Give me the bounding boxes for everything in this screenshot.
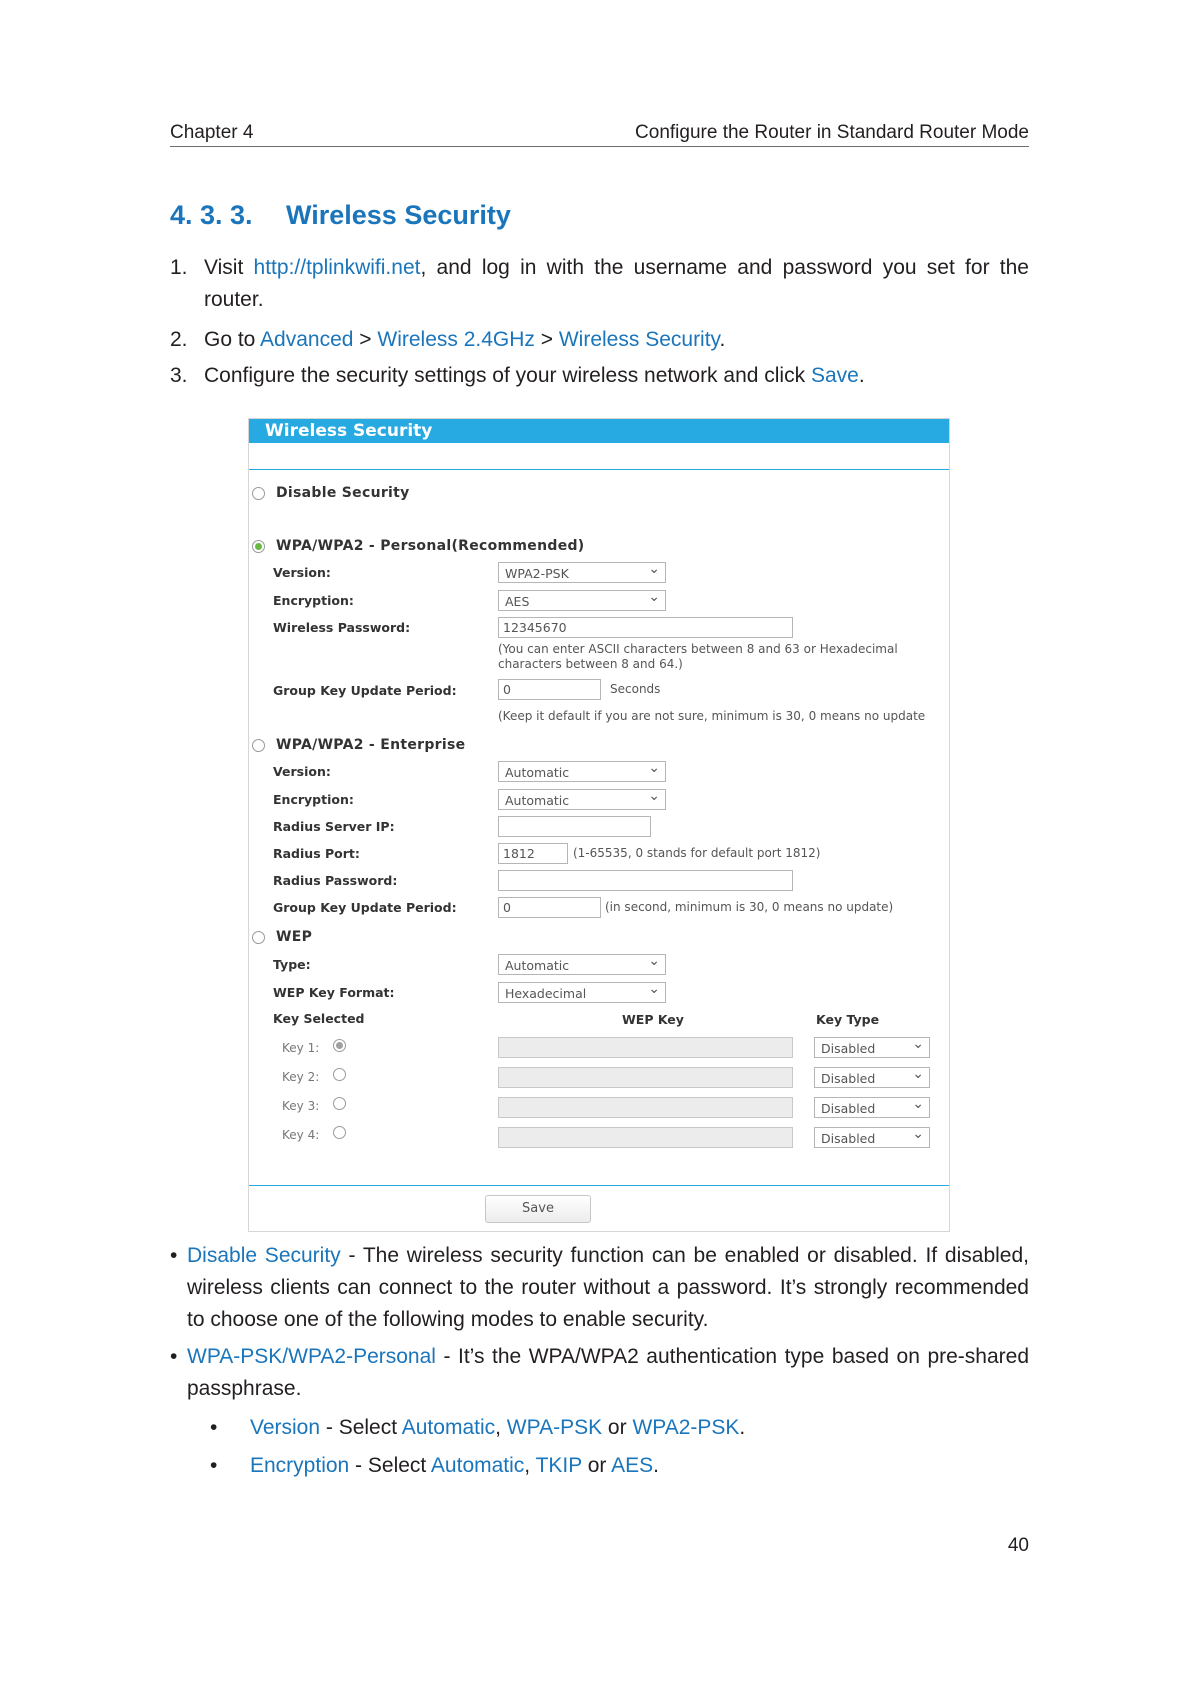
panel-title-bar: Wireless Security (249, 419, 949, 443)
radius-port-input[interactable]: 1812 (498, 843, 568, 864)
key-3-label: Key 3: (282, 1099, 320, 1113)
bullet-term: Disable Security (187, 1244, 341, 1267)
bullet-dot: • (210, 1454, 218, 1477)
key-4-label: Key 4: (282, 1128, 320, 1142)
subbullet-version (210, 1412, 1029, 1444)
group-key-label: Group Key Update Period: (273, 683, 457, 698)
path-separator: > (353, 328, 378, 351)
subbullet-text: , (495, 1416, 507, 1439)
subbullet-text: - Select (349, 1454, 431, 1477)
key-3-radio[interactable] (333, 1097, 346, 1110)
key-4-type-select[interactable]: Disabled ⌄ (814, 1127, 930, 1148)
key-1-type-select[interactable]: Disabled ⌄ (814, 1037, 930, 1058)
tplinkwifi-link[interactable]: http://tplinkwifi.net (253, 256, 421, 279)
key-2-radio[interactable] (333, 1068, 346, 1081)
subbullet-text: . (653, 1454, 659, 1477)
ent-encryption-label: Encryption: (273, 792, 354, 807)
encryption-select[interactable]: AES ⌄ (498, 590, 666, 611)
key-selected-header: Key Selected (273, 1011, 365, 1026)
step-text: . (719, 328, 726, 351)
subbullet-text: , (524, 1454, 536, 1477)
bullet-dot: • (210, 1416, 218, 1439)
panel-bottom-rule (249, 1185, 949, 1186)
section-heading (170, 200, 511, 231)
subbullet-encryption (210, 1450, 1029, 1482)
step-text: Go to (204, 328, 261, 351)
key-1-label: Key 1: (282, 1041, 320, 1055)
step-number: 3. (170, 364, 188, 387)
disable-security-radio[interactable] (252, 487, 265, 500)
key-2-input[interactable] (498, 1067, 793, 1088)
wep-type-select[interactable]: Automatic ⌄ (498, 954, 666, 975)
encryption-label: Encryption: (273, 593, 354, 608)
step-text: Configure the security settings of your wireless network and click (204, 364, 811, 387)
key-4-radio[interactable] (333, 1126, 346, 1139)
bullet-wpa-personal (170, 1341, 1029, 1405)
ent-version-select[interactable]: Automatic ⌄ (498, 761, 666, 782)
wep-key-header: WEP Key (622, 1012, 684, 1027)
page-header (170, 120, 1029, 147)
seconds-unit: Seconds (610, 682, 661, 696)
wpa-enterprise-label: WPA/WPA2 - Enterprise (276, 737, 466, 753)
subbullet-text: . (739, 1416, 746, 1439)
key-type-header: Key Type (816, 1012, 880, 1027)
radius-port-label: Radius Port: (273, 846, 360, 861)
step-3 (170, 360, 1029, 392)
bullet-text: - It’s the WPA/WPA2 authentication type based on pre-shared passphrase. (187, 1345, 1029, 1400)
subbullet-term: Version (250, 1416, 321, 1439)
ent-version-label: Version: (273, 764, 331, 779)
save-button[interactable]: Save (485, 1195, 591, 1223)
key-1-radio[interactable] (333, 1039, 346, 1052)
ent-group-key-note: (in second, minimum is 30, 0 means no update) (605, 900, 894, 914)
wep-label: WEP (276, 929, 313, 945)
key-3-type-select[interactable]: Disabled ⌄ (814, 1097, 930, 1118)
radius-port-note: (1-65535, 0 stands for default port 1812) (573, 846, 821, 860)
subbullet-text: or (602, 1416, 633, 1439)
ent-encryption-select[interactable]: Automatic ⌄ (498, 789, 666, 810)
step-text: . (858, 364, 865, 387)
option-tkip: TKIP (535, 1454, 582, 1477)
key-3-input[interactable] (498, 1097, 793, 1118)
section-number: 4. 3. 3. (170, 200, 253, 230)
subbullet-text: - Select (320, 1416, 402, 1439)
disable-security-label: Disable Security (276, 485, 410, 501)
subbullet-text: or (581, 1454, 612, 1477)
subbullet-term: Encryption (250, 1454, 350, 1477)
advanced-link[interactable]: Advanced (260, 328, 354, 351)
chapter-label: Chapter 4 (170, 122, 254, 143)
key-2-type-select[interactable]: Disabled ⌄ (814, 1067, 930, 1088)
wpa-personal-radio[interactable] (252, 540, 265, 553)
password-note: (You can enter ASCII characters between 8 and 63 or Hexadecimal characters between 8 and 64.) (498, 642, 898, 671)
wpa-personal-label: WPA/WPA2 - Personal(Recommended) (276, 538, 585, 554)
path-separator: > (534, 328, 559, 351)
key-4-input[interactable] (498, 1127, 793, 1148)
group-key-input[interactable]: 0 (498, 679, 601, 700)
version-label: Version: (273, 565, 331, 580)
radius-ip-label: Radius Server IP: (273, 819, 395, 834)
radius-password-label: Radius Password: (273, 873, 398, 888)
wep-type-label: Type: (273, 957, 311, 972)
option-aes: AES (611, 1454, 654, 1477)
wireless-security-link[interactable]: Wireless Security (558, 328, 720, 351)
radius-ip-input[interactable] (498, 816, 651, 837)
save-link[interactable]: Save (810, 364, 859, 387)
wireless-password-input[interactable]: 12345670 (498, 617, 793, 638)
step-text: , and log in with the username and password you set for the router. (204, 256, 1029, 311)
step-number: 1. (170, 256, 188, 279)
ent-group-key-label: Group Key Update Period: (273, 900, 457, 915)
ent-group-key-input[interactable]: 0 (498, 897, 601, 918)
bullet-dot: • (170, 1244, 178, 1267)
option-wpa2-psk: WPA2-PSK (632, 1416, 740, 1439)
bullet-text: - The wireless security function can be enabled or disabled. If disabled, wireless clients can connect to the router without a password. It’s strongly recommended to choose one of the following modes to enable security. (187, 1244, 1029, 1331)
wireless-24ghz-link[interactable]: Wireless 2.4GHz (377, 328, 535, 351)
chapter-title: Configure the Router in Standard Router Mode (635, 122, 1029, 143)
bullet-term: WPA-PSK/WPA2-Personal (187, 1345, 436, 1368)
step-1 (170, 252, 1029, 316)
option-automatic: Automatic (430, 1454, 525, 1477)
step-2 (170, 324, 1029, 356)
bullet-disable-security (170, 1240, 1029, 1336)
wep-format-label: WEP Key Format: (273, 985, 395, 1000)
wep-radio[interactable] (252, 931, 265, 944)
wireless-password-label: Wireless Password: (273, 620, 411, 635)
key-1-input[interactable] (498, 1037, 793, 1058)
version-select[interactable]: WPA2-PSK ⌄ (498, 562, 666, 583)
step-text: Visit (204, 256, 254, 279)
key-2-label: Key 2: (282, 1070, 320, 1084)
group-key-note: (Keep it default if you are not sure, minimum is 30, 0 means no update (498, 709, 926, 723)
section-title: Wireless Security (286, 200, 511, 230)
option-wpa-psk: WPA-PSK (506, 1416, 603, 1439)
page-number: 40 (1007, 1535, 1029, 1556)
panel-top-rule (249, 469, 949, 470)
bullet-dot: • (170, 1345, 178, 1368)
step-number: 2. (170, 328, 188, 351)
wep-format-select[interactable]: Hexadecimal ⌄ (498, 982, 666, 1003)
wireless-security-panel (248, 418, 950, 1232)
wpa-enterprise-radio[interactable] (252, 739, 265, 752)
radius-password-input[interactable] (498, 870, 793, 891)
option-automatic: Automatic (401, 1416, 496, 1439)
